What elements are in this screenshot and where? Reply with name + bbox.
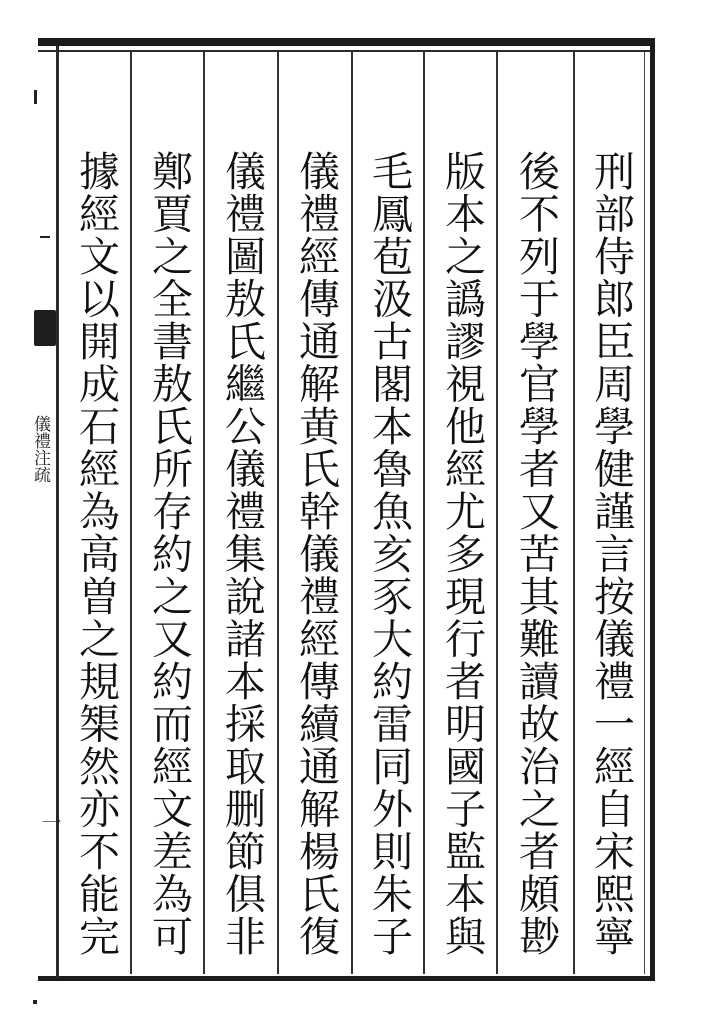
column-rule <box>423 52 425 974</box>
frame-top-border <box>38 38 655 46</box>
text-column-1: 刑部侍郎臣周學健謹言按儀禮一經自宋熙寧 <box>587 150 635 958</box>
text-column-6: 儀禮圖敖氏繼公儀禮集說諸本採取删節俱非 <box>218 150 266 958</box>
frame-bottom-border <box>38 976 655 981</box>
column-rule <box>203 52 205 974</box>
column-rule <box>130 52 132 974</box>
text-column-3: 版本之譌謬視他經尤多現行者明國子監本與 <box>438 150 486 958</box>
scan-speck <box>40 236 50 238</box>
column-rule <box>496 52 498 974</box>
text-column-8: 據經文以開成石經為高曽之規榘然亦不能完 <box>72 150 120 958</box>
frame-right-border <box>650 38 655 981</box>
column-rule <box>277 52 279 974</box>
text-column-2: 後不列于學官學者又苦其難讀故治之者頗尠 <box>512 150 560 958</box>
column-rule <box>351 52 353 974</box>
scan-speck <box>34 90 37 104</box>
scan-speck <box>33 1000 37 1004</box>
text-column-5: 儀禮經傳通解黄氏幹儀禮經傳續通解楊氏復 <box>292 150 340 958</box>
page-number: 一 <box>38 812 62 832</box>
margin-title: 儀禮注疏 <box>30 415 50 483</box>
fishtail-mark <box>34 310 56 346</box>
frame-right-inner-border <box>644 52 645 974</box>
frame-left-border <box>56 46 59 978</box>
column-rule <box>573 52 575 974</box>
text-column-4: 毛鳳苞汲古閣本魯魚亥豕大約雷同外則朱子 <box>365 150 413 958</box>
text-column-7: 鄭賈之全書敖氏所存約之又約而經文差為可 <box>145 150 193 958</box>
